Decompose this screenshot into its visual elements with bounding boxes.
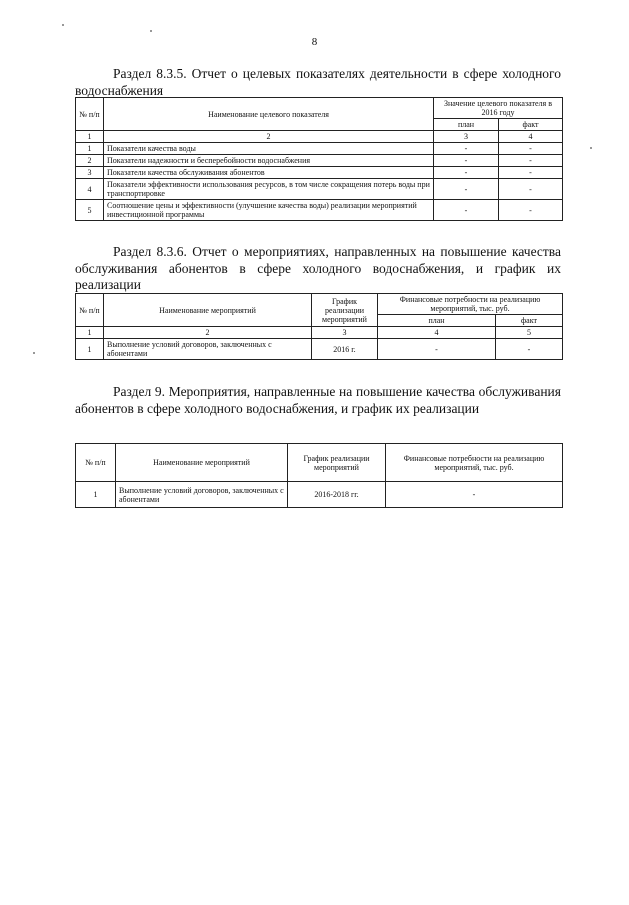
- header-value-group: Значение целевого показателя в 2016 году: [434, 98, 563, 119]
- service-measures-plan-table: [75, 443, 563, 508]
- page-number: 8: [311, 36, 318, 48]
- header-name: Наименование мероприятий: [104, 294, 312, 327]
- header-fact: факт: [496, 315, 563, 327]
- header-finance-group: Финансовые потребности на реализацию мероприятий, тыс. руб.: [378, 294, 563, 315]
- header-num: № п/п: [76, 294, 104, 327]
- header-plan: план: [434, 119, 499, 131]
- scan-speck: [62, 24, 64, 26]
- header-schedule: График реализации мероприятий: [288, 444, 386, 482]
- section-836-title: Раздел 8.3.6. Отчет о мероприятиях, направленных на повышение качества обслуживания абонентов в сфере холодного водоснабжения, и график их реализации: [75, 244, 561, 292]
- section-9-title: Раздел 9. Мероприятия, направленные на повышение качества обслуживания абонентов в сфере холодного водоснабжения, и график их реализации: [75, 384, 561, 416]
- header-plan: план: [378, 315, 496, 327]
- table-row: 1 Выполнение условий договоров, заключенных с абонентами 2016 г. - -: [76, 339, 563, 360]
- service-measures-report-table: [75, 293, 563, 360]
- table-row: 2 Показатели надежности и бесперебойности водоснабжения - -: [76, 155, 563, 167]
- table-row: 1 Выполнение условий договоров, заключенных с абонентами 2016-2018 гг. -: [76, 482, 563, 508]
- header-schedule: График реализации мероприятий: [312, 294, 378, 327]
- header-fact: факт: [499, 119, 563, 131]
- header-num: № п/п: [76, 98, 104, 131]
- header-finance: Финансовые потребности на реализацию мероприятий, тыс. руб.: [386, 444, 563, 482]
- section-835-title: Раздел 8.3.5. Отчет о целевых показателях деятельности в сфере холодного водоснабжения: [75, 66, 561, 98]
- table-row: 1 Показатели качества воды - -: [76, 143, 563, 155]
- table-row: 4 Показатели эффективности использования ресурсов, в том числе сокращения потерь воды при транспортировке - -: [76, 179, 563, 200]
- header-name: Наименование целевого показателя: [104, 98, 434, 131]
- table-row: 3 Показатели качества обслуживания абонентов - -: [76, 167, 563, 179]
- scan-speck: [33, 352, 35, 354]
- index-row: 1 2 3 4: [76, 131, 563, 143]
- table-row: 5 Соотношение цены и эффективности (улучшение качества воды) реализации мероприятий инвестиционной программы - -: [76, 200, 563, 221]
- header-num: № п/п: [76, 444, 116, 482]
- scan-speck: [590, 147, 592, 149]
- scan-speck: [150, 30, 152, 32]
- header-name: Наименование мероприятий: [116, 444, 288, 482]
- index-row: 1 2 3 4 5: [76, 327, 563, 339]
- target-indicators-table: [75, 97, 563, 221]
